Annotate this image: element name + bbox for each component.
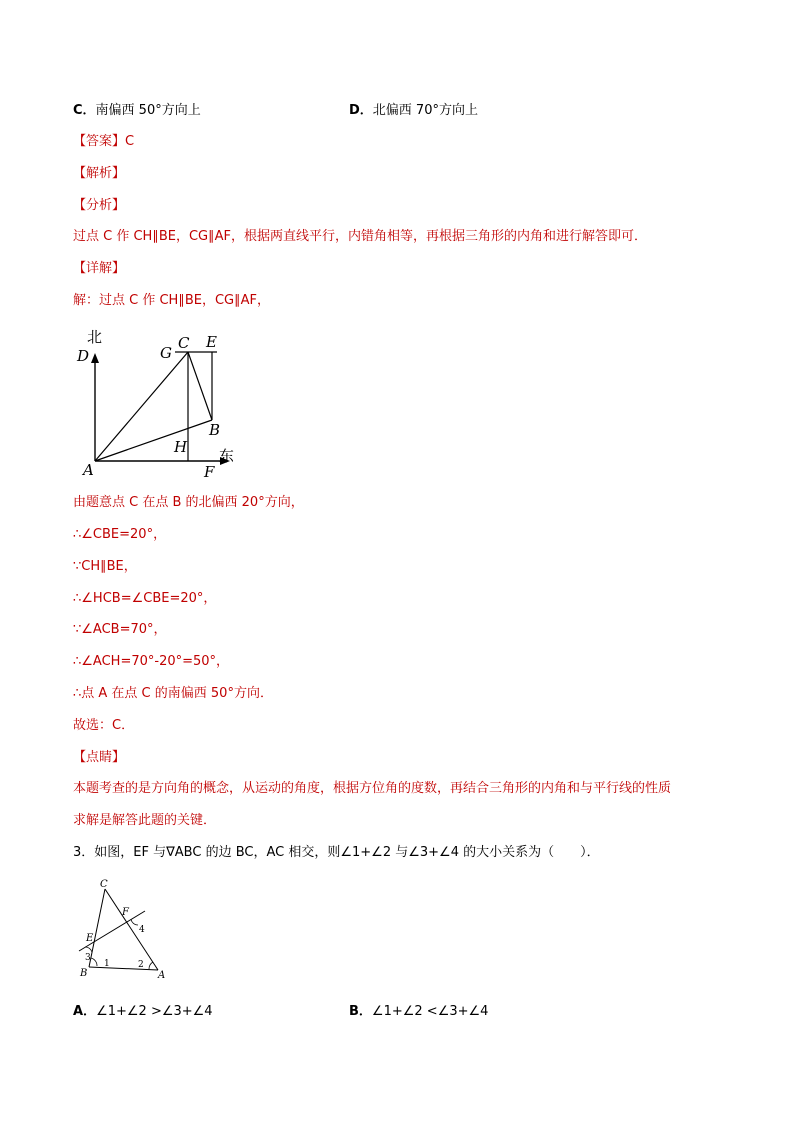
option-a[interactable] [73, 1003, 213, 1021]
label-north: 北 [87, 328, 103, 346]
label-c2: C [100, 879, 108, 890]
line-ef [79, 911, 145, 951]
option-a-letter: A． [73, 1004, 97, 1019]
step-3: ∵CH∥BE， [73, 559, 137, 574]
option-d-text: 北偏西 70°方向上 [372, 103, 478, 118]
label-e: E [206, 333, 217, 351]
dianjing-tag: 【点睛】 [73, 750, 126, 765]
option-b-letter: B． [349, 1004, 372, 1019]
label-a2: A [158, 970, 166, 981]
label-east: 东 [219, 447, 235, 465]
answer-value: C [125, 134, 135, 149]
north-arrow-icon [91, 353, 99, 363]
question-3-text: 3．如图，EF 与∇ABC 的边 BC，AC 相交，则∠1+∠2 与∠3+∠4 的大小关系为（ ）． [73, 845, 600, 860]
xiangjie-tag: 【详解】 [73, 261, 126, 276]
option-d-letter: D． [349, 103, 373, 118]
dianjing-line-1: 本题考查的是方向角的概念，从运动的角度，根据方位角的度数，再结合三角形的内角和与平行线的性质 [73, 781, 672, 796]
segment-cb [188, 352, 212, 420]
option-c[interactable] [73, 102, 201, 120]
label-f2: F [122, 907, 129, 918]
step-4: ∴∠HCB=∠CBE=20°， [73, 591, 217, 606]
side-cb [89, 889, 105, 967]
label-c: C [178, 334, 190, 352]
dianjing-line-2: 求解是解答此题的关键． [73, 813, 217, 828]
angle-4-arc [131, 919, 138, 925]
option-b-text: ∠1+∠2 <∠3+∠4 [371, 1004, 489, 1019]
option-c-text: 南偏西 50°方向上 [95, 103, 201, 118]
fenxi-text: 过点 C 作 CH∥BE，CG∥AF，根据两直线平行，内错角相等，再根据三角形的内角和进行解答即可． [73, 229, 647, 244]
option-d[interactable] [349, 102, 478, 120]
xiangjie-intro: 解：过点 C 作 CH∥BE，CG∥AF， [73, 293, 270, 308]
option-a-text: ∠1+∠2 >∠3+∠4 [96, 1004, 213, 1019]
step-2: ∴∠CBE=20°， [73, 527, 167, 542]
step-5: ∵∠ACB=70°， [73, 622, 167, 637]
option-b[interactable] [349, 1003, 488, 1021]
side-ca [105, 889, 158, 970]
angle-3-arc [85, 947, 92, 952]
side-ba [89, 967, 158, 970]
label-d: D [77, 347, 90, 365]
label-h: H [174, 438, 188, 456]
answer-line [73, 133, 134, 151]
label-angle-2: 2 [138, 960, 144, 970]
angle-1-arc [91, 958, 97, 966]
label-g: G [160, 344, 172, 362]
jiexi-tag: 【解析】 [73, 166, 126, 181]
fenxi-tag: 【分析】 [73, 198, 126, 213]
label-angle-1: 1 [104, 959, 110, 969]
label-angle-3: 3 [85, 953, 91, 963]
step-6: ∴∠ACH=70°-20°=50°， [73, 654, 230, 669]
option-c-letter: C． [73, 103, 96, 118]
step-7: ∴点 A 在点 C 的南偏西 50°方向． [73, 686, 273, 701]
label-b: B [209, 421, 221, 439]
answer-tag: 【答案】 [73, 134, 126, 149]
label-angle-4: 4 [139, 925, 145, 935]
label-f: F [204, 463, 215, 481]
step-8: 故选：C． [73, 718, 135, 733]
label-b2: B [80, 968, 88, 979]
label-a: A [83, 461, 94, 479]
triangle-figure [75, 875, 185, 985]
label-e2: E [86, 933, 94, 944]
step-1: 由题意点 C 在点 B 的北偏西 20°方向， [73, 495, 304, 510]
angle-2-arc [149, 962, 153, 969]
direction-figure [72, 325, 252, 485]
